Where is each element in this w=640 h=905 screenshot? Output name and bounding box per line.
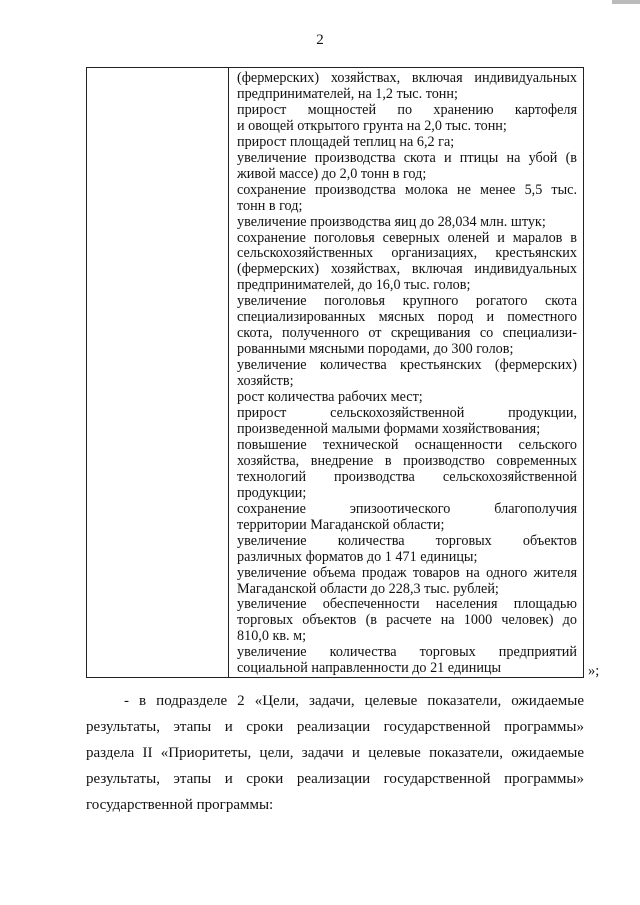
table-cell-line: сохранение поголовья северных оленей и маралов в	[237, 229, 577, 246]
table-cell-line: тонн в год;	[237, 197, 303, 214]
table-cell-line: прирост мощностей по хранению картофеля	[237, 101, 577, 118]
table-cell-line: рост количества рабочих мест;	[237, 389, 423, 406]
table-cell-line: хозяйства, внедрение в производство современных	[237, 452, 577, 469]
table-cell-line: и овощей открытого грунта на 2,0 тыс. тонн;	[237, 117, 507, 134]
table-cell-line: хозяйств;	[237, 373, 294, 390]
table-cell-line: увеличение объема продаж товаров на одного жителя	[237, 564, 577, 581]
table-cell-line: (фермерских) хозяйствах, включая индивидуальных	[237, 261, 577, 278]
table-cell-line: увеличение количества торговых предприятий	[237, 644, 577, 661]
table-cell-line: увеличение производства скота и птицы на убой (в	[237, 149, 577, 166]
table-cell-line: 810,0 кв. м;	[237, 628, 307, 645]
amendment-paragraph	[86, 688, 584, 818]
page-number: 2	[316, 32, 324, 48]
table-cell-line: технологий производства сельскохозяйственной	[237, 468, 577, 485]
paragraph-line: раздела II «Приоритеты, цели, задачи и целевые показатели, ожидаемые	[86, 745, 584, 761]
closing-quote: »;	[588, 663, 600, 679]
table-cell-line: увеличение поголовья крупного рогатого скота	[237, 293, 577, 310]
table-cell-line: продукции;	[237, 484, 307, 501]
table-cell-line: предпринимателей, до 16,0 тыс. голов;	[237, 277, 471, 294]
table-cell-line: увеличение производства яиц до 28,034 млн. штук;	[237, 213, 546, 230]
table-cell-line: рованными мясными породами, до 300 голов;	[237, 341, 514, 358]
table-cell-line: увеличение количества торговых объектов	[237, 532, 577, 549]
table-cell-line: увеличение обеспеченности населения площадью	[237, 596, 577, 613]
table-cell-line: сохранение эпизоотического благополучия	[237, 500, 577, 517]
table-cell-line: Магаданской области до 228,3 тыс. рублей;	[237, 580, 499, 597]
table-cell-line: живой массе) до 2,0 тонн в год;	[237, 165, 427, 182]
paragraph-line: - в подразделе 2 «Цели, задачи, целевые показатели, ожидаемые	[124, 693, 584, 709]
table-cell-line: увеличение количества крестьянских (фермерских)	[237, 357, 577, 374]
table-cell-line: сохранение производства молока не менее 5,5 тыс.	[237, 181, 577, 198]
scan-corner-mark	[612, 0, 640, 4]
table-cell-line: произведенной малыми формами хозяйствования;	[237, 420, 541, 437]
paragraph-line: государственной программы:	[86, 797, 274, 813]
table-cell-line: прирост сельскохозяйственной продукции,	[237, 405, 577, 422]
table-cell-line: предпринимателей, на 1,2 тыс. тонн;	[237, 85, 458, 102]
table-cell-line: различных форматов до 1 471 единицы;	[237, 548, 478, 565]
table-cell-line: торговых объектов (в расчете на 1000 человек) до	[237, 612, 577, 629]
table-cell-line: специализированных мясных пород и поместного	[237, 309, 577, 326]
table-column-divider	[228, 68, 229, 677]
table-cell-line: прирост площадей теплиц на 6,2 га;	[237, 133, 455, 150]
table-cell-line: социальной направленности до 21 единицы	[237, 660, 502, 677]
paragraph-line: результаты, этапы и сроки реализации государственной программы»	[86, 771, 584, 787]
table-cell-line: сельскохозяйственных организациях, крестьянских	[237, 245, 577, 262]
table-right-cell	[237, 71, 577, 677]
table-cell-line: скота, полученного от скрещивания со специализи-	[237, 325, 577, 342]
paragraph-line: результаты, этапы и сроки реализации государственной программы»	[86, 719, 584, 735]
table-cell-line: территории Магаданской области;	[237, 516, 445, 533]
table-cell-line: повышение технической оснащенности сельского	[237, 436, 577, 453]
table-cell-line: (фермерских) хозяйствах, включая индивидуальных	[237, 70, 577, 86]
indicators-table	[86, 67, 584, 678]
